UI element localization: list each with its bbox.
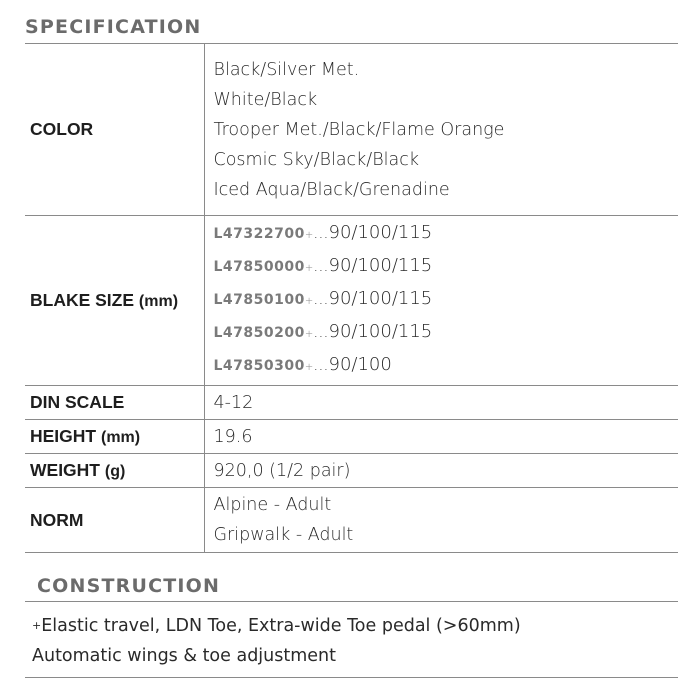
construction-top-divider — [25, 601, 678, 602]
leader-dots: ... — [313, 322, 329, 341]
weight-label — [25, 454, 204, 488]
blake-size-unit: (mm) — [138, 293, 179, 310]
blake-size-values — [204, 216, 678, 386]
color-option: White/Black — [213, 89, 318, 110]
spec-row-din-scale — [25, 386, 678, 420]
construction-bullet: + — [32, 619, 42, 632]
blake-size-label — [25, 216, 204, 386]
weight-unit: (g) — [104, 463, 126, 480]
leader-dots: ... — [313, 355, 329, 374]
blake-size-row — [214, 317, 679, 350]
blake-size-row — [214, 284, 679, 317]
specification-title: SPECIFICATION — [25, 16, 202, 38]
color-option: Trooper Met./Black/Flame Orange — [213, 119, 505, 140]
color-label: COLOR — [25, 44, 204, 216]
leader-dots: ... — [313, 223, 329, 242]
norm-label: NORM — [25, 488, 204, 553]
product-code: L47322700 — [213, 226, 305, 242]
din-scale-value: 4-12 — [204, 386, 678, 420]
size-list: 90/100/115 — [328, 222, 433, 243]
blake-size-label-text: BLAKE SIZE — [30, 290, 135, 310]
height-value: 19.6 — [204, 420, 678, 454]
product-code: L47850100 — [213, 292, 305, 308]
norm-option: Alpine - Adult — [213, 495, 332, 515]
spec-row-blake-size — [25, 216, 678, 386]
product-code: L47850300 — [213, 358, 305, 374]
weight-value: 920,0 (1/2 pair) — [204, 454, 678, 488]
separator: + — [304, 230, 314, 241]
height-label-text: HEIGHT — [30, 426, 97, 446]
weight-label-text: WEIGHT — [30, 460, 100, 480]
spec-row-height — [25, 420, 678, 454]
separator: + — [304, 329, 314, 340]
construction-line-2: Automatic wings & toe adjustment — [32, 646, 337, 666]
norm-option: Gripwalk - Adult — [213, 525, 354, 545]
size-list: 90/100/115 — [328, 321, 433, 342]
height-unit: (mm) — [101, 429, 141, 446]
color-option: Iced Aqua/Black/Grenadine — [213, 179, 450, 200]
separator: + — [304, 296, 314, 307]
height-label — [25, 420, 204, 454]
spec-row-norm — [25, 488, 678, 553]
size-list: 90/100 — [328, 354, 392, 375]
blake-size-row — [214, 350, 679, 383]
leader-dots: ... — [313, 289, 329, 308]
din-scale-label: DIN SCALE — [25, 386, 204, 420]
spec-row-weight — [25, 454, 678, 488]
color-values — [204, 44, 678, 216]
specification-table — [25, 43, 678, 553]
separator: + — [304, 362, 314, 373]
construction-text-1: Elastic travel, LDN Toe, Extra-wide Toe pedal (>60mm) — [41, 616, 521, 636]
construction-bottom-divider — [25, 677, 678, 678]
construction-line-1 — [32, 611, 521, 641]
product-code: L47850200 — [213, 325, 305, 341]
blake-size-row — [214, 251, 679, 284]
color-option: Black/Silver Met. — [213, 59, 360, 80]
size-list: 90/100/115 — [328, 255, 433, 276]
size-list: 90/100/115 — [328, 288, 433, 309]
norm-values — [204, 488, 678, 553]
color-option: Cosmic Sky/Black/Black — [213, 149, 420, 170]
blake-size-row — [214, 218, 679, 251]
construction-title: CONSTRUCTION — [37, 575, 221, 597]
leader-dots: ... — [313, 256, 329, 275]
spec-row-color — [25, 44, 678, 216]
product-code: L47850000 — [213, 259, 305, 275]
separator: + — [304, 263, 314, 274]
